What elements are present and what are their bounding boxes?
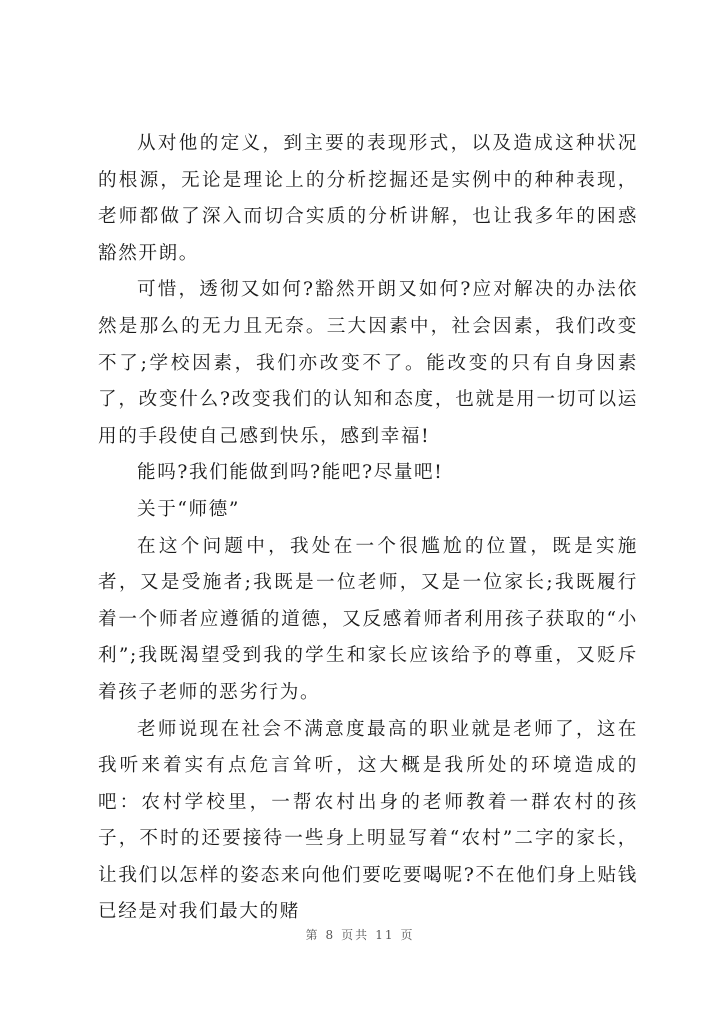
paragraph: 从对他的定义，到主要的表现形式，以及造成这种状况的根源，无论是理论上的分析挖掘还是实例中的种种表现，老师都做了深入而切合实质的分析讲解，也让我多年的困惑豁然开朗。	[98, 133, 638, 264]
footer-label-ye-gong: 页共	[341, 928, 370, 942]
paragraph: 可惜，透彻又如何?豁然开朗又如何?应对解决的办法依然是那么的无力且无奈。三大因素中，社会因素，我们改变不了;学校因素，我们亦改变不了。能改变的只有自身因素了，改变什么?改变我们的认知和态度，也就是用一切可以运用的手段使自己感到快乐，感到幸福!	[98, 279, 638, 447]
section-heading: 关于“师德”	[137, 498, 240, 520]
paragraph: 在这个问题中，我处在一个很尴尬的位置，既是实施者，又是受施者;我既是一位老师，又是一位家长;我既履行着一个师者应遵循的道德，又反感着师者利用孩子获取的“小利”;我既渴望受到我的学生和家长应该给予的尊重，又贬斥着孩子老师的恶劣行为。	[98, 535, 638, 703]
paragraph: 老师说现在社会不满意度最高的职业就是老师了，这在我听来着实有点危言耸听，这大概是我所处的环境造成的吧：农村学校里，一帮农村出身的老师教着一群农村的孩子，不时的还要接待一些身上明显写着“农村”二字的家长，让我们以怎样的姿态来向他们要吃要喝呢?不在他们身上贴钱已经是对我们最大的赌	[98, 718, 638, 923]
footer-total-pages: 11	[375, 928, 395, 942]
page-footer	[0, 926, 720, 943]
footer-label-ye: 页	[400, 928, 415, 942]
paragraph: 能吗?我们能做到吗?能吧?尽量吧!	[137, 462, 444, 484]
document-body	[98, 126, 638, 931]
footer-current-page: 8	[325, 928, 336, 942]
footer-label-page: 第	[305, 928, 320, 942]
